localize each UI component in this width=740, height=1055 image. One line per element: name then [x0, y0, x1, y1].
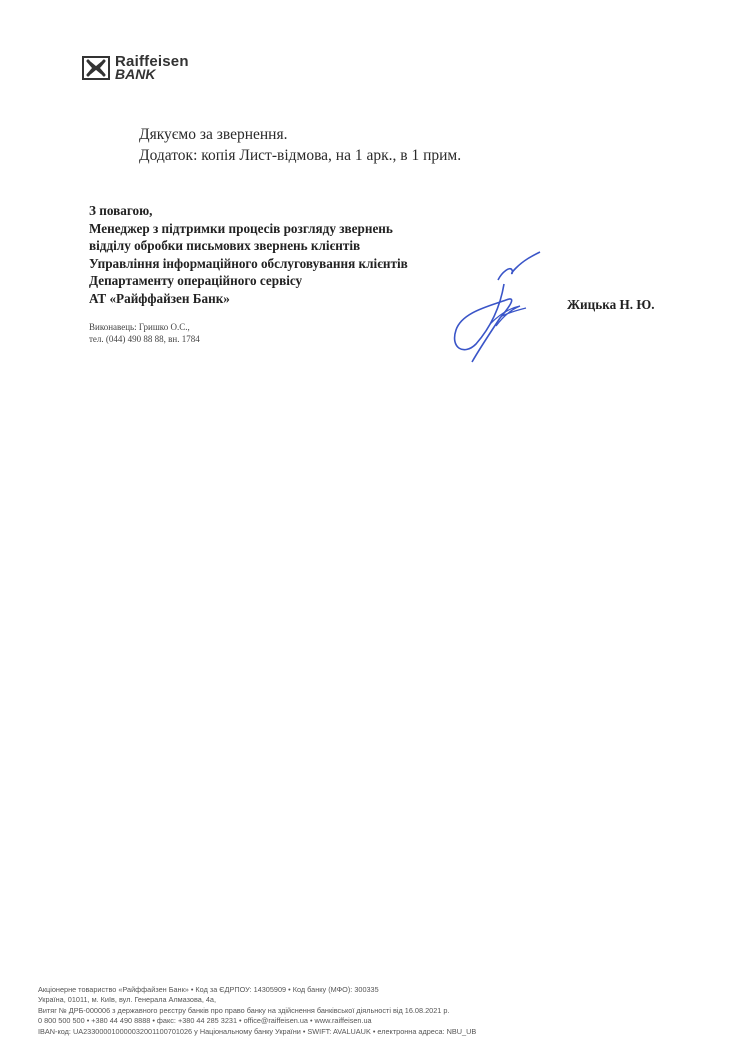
division-line: Управління інформаційного обслуговування клієнтів: [89, 255, 408, 271]
footer-line: 0 800 500 500 • +380 44 490 8888 • факс: +380 44 285 3231 • office@raiffeisen.ua • www.raiffeisen.ua: [38, 1016, 372, 1026]
executor-phone: тел. (044) 490 88 88, вн. 1784: [89, 334, 200, 344]
company-line: АТ «Райффайзен Банк»: [89, 290, 230, 306]
department-line: відділу обробки письмових звернень клієнтів: [89, 238, 361, 253]
handwritten-signature: [440, 248, 550, 373]
thanks-line: Дякуємо за звернення.: [139, 126, 288, 143]
logo-name: Raiffeisen: [115, 53, 189, 70]
position-line: Менеджер з підтримки процесів розгляду звернень: [89, 220, 393, 236]
logo-subtitle: BANK: [115, 66, 156, 82]
footer-line: IBAN-код: UA233000010000032001100701026 у Національному банку України • SWIFT: AVALUAUK • електронна адреса: NBU_UB: [38, 1026, 477, 1036]
letterhead-footer: [38, 985, 476, 1037]
footer-line: Витяг № ДРБ-000006 з державного реєстру банків про право банку на здійснення банківської діяльності від 16.08.2021 р.: [38, 1005, 450, 1015]
closing-text: [139, 124, 461, 166]
executor-info: [89, 321, 200, 345]
signer-name: Жицька Н. Ю.: [567, 297, 655, 312]
regards-line: З повагою,: [89, 203, 153, 218]
raiffeisen-cross-icon: [82, 56, 110, 80]
directorate-line: Департаменту операційного сервісу: [89, 273, 303, 288]
bank-logo: [82, 55, 189, 81]
executor-name: Виконавець: Гришко О.С.,: [89, 322, 190, 332]
attachment-line: Додаток: копія Лист-відмова, на 1 арк., в 1 прим.: [139, 147, 462, 164]
signature-block: [89, 202, 408, 307]
footer-line: Акціонерне товариство «Райффайзен Банк» • Код за ЄДРПОУ: 14305909 • Код банку (МФО): 300335: [38, 985, 379, 994]
footer-line: Україна, 01011, м. Київ, вул. Генерала Алмазова, 4а,: [38, 995, 217, 1005]
